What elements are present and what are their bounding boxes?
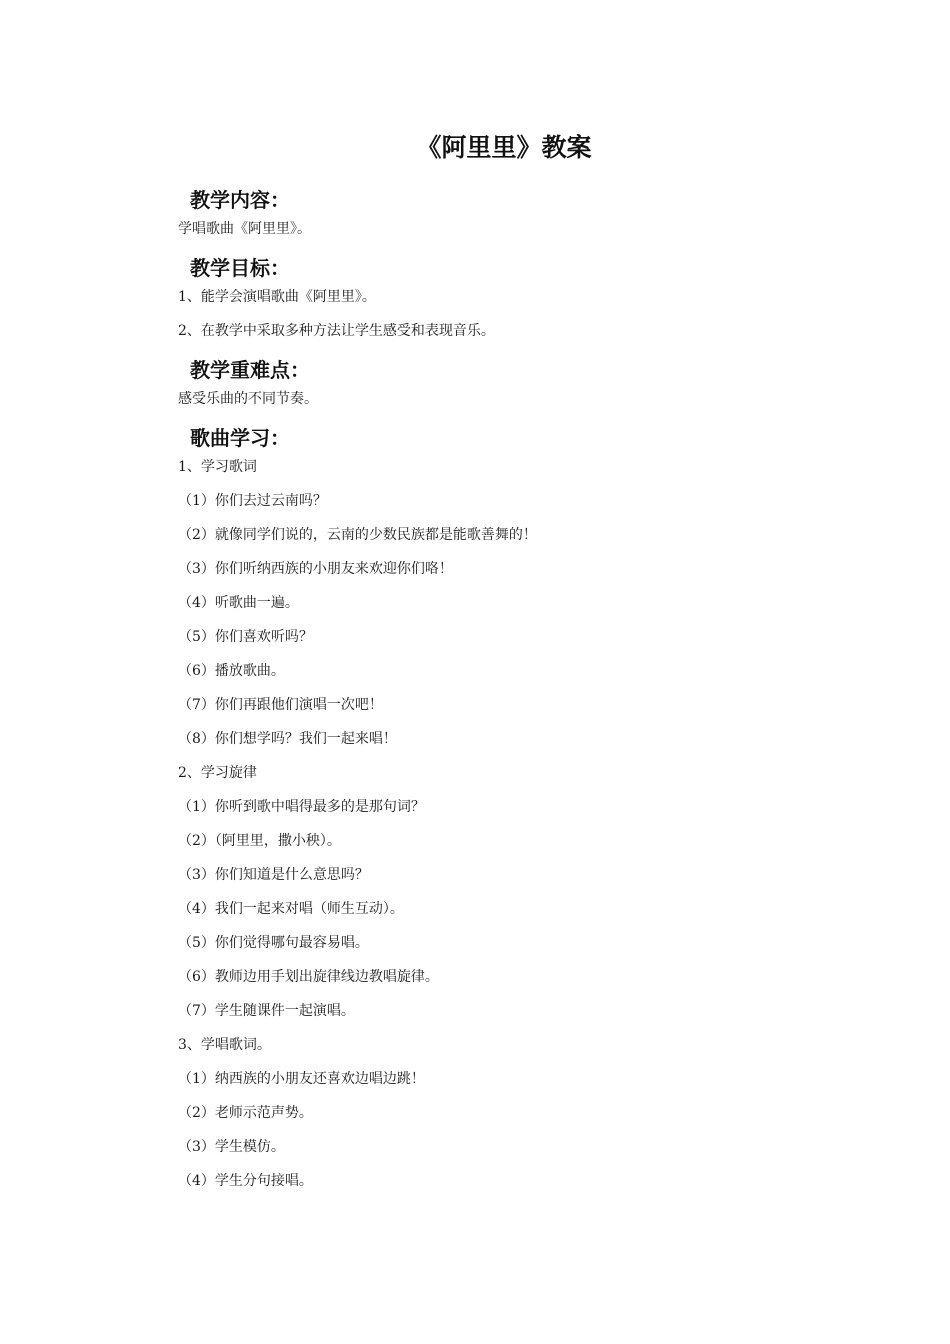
paragraph-line: 2、在教学中采取多种方法让学生感受和表现音乐。 xyxy=(178,323,495,339)
paragraph-line: 2、学习旋律 xyxy=(178,765,257,781)
paragraph-line: 1、能学会演唱歌曲《阿里里》。 xyxy=(178,289,376,305)
paragraph-line: （3）你们听纳西族的小朋友来欢迎你们咯！ xyxy=(178,561,453,577)
paragraph-line: （7）你们再跟他们演唱一次吧！ xyxy=(178,697,383,713)
document-body xyxy=(178,185,858,1205)
section-heading-key-points: 教学重难点： xyxy=(190,358,310,382)
paragraph-line: 感受乐曲的不同节奏。 xyxy=(178,391,318,407)
paragraph-line: （3）你们知道是什么意思吗？ xyxy=(178,867,369,883)
paragraph-line: （2）老师示范声势。 xyxy=(178,1105,313,1121)
paragraph-line: （1）你听到歌中唱得最多的是那句词？ xyxy=(178,799,425,815)
paragraph-line: （2）就像同学们说的，云南的少数民族都是能歌善舞的！ xyxy=(178,527,537,543)
section-heading-objectives: 教学目标： xyxy=(190,256,290,280)
paragraph-line: （1）纳西族的小朋友还喜欢边唱边跳！ xyxy=(178,1071,425,1087)
paragraph-line: （3）学生模仿。 xyxy=(178,1139,285,1155)
paragraph-line: （4）听歌曲一遍。 xyxy=(178,595,299,611)
paragraph-line: 1、学习歌词 xyxy=(178,459,257,475)
section-heading-content: 教学内容： xyxy=(190,188,290,212)
paragraph-line: 3、学唱歌词。 xyxy=(178,1037,271,1053)
paragraph-line: （5）你们喜欢听吗？ xyxy=(178,629,313,645)
paragraph-line: （7）学生随课件一起演唱。 xyxy=(178,1003,355,1019)
paragraph-line: （4）我们一起来对唱（师生互动）。 xyxy=(178,901,404,917)
paragraph-line: （5）你们觉得哪句最容易唱。 xyxy=(178,935,369,951)
section-heading-song-learning: 歌曲学习： xyxy=(190,426,290,450)
paragraph-line: （4）学生分句接唱。 xyxy=(178,1173,313,1189)
paragraph-line: （8）你们想学吗？我们一起来唱！ xyxy=(178,731,397,747)
paragraph-line: （6）播放歌曲。 xyxy=(178,663,285,679)
document-title: 《阿里里》教案 xyxy=(416,133,592,162)
paragraph-line: （6）教师边用手划出旋律线边教唱旋律。 xyxy=(178,969,439,985)
paragraph-line: 学唱歌曲《阿里里》。 xyxy=(178,221,311,237)
paragraph-line: （2）（阿里里，撒小秧）。 xyxy=(178,833,341,849)
paragraph-line: （1）你们去过云南吗？ xyxy=(178,493,327,509)
